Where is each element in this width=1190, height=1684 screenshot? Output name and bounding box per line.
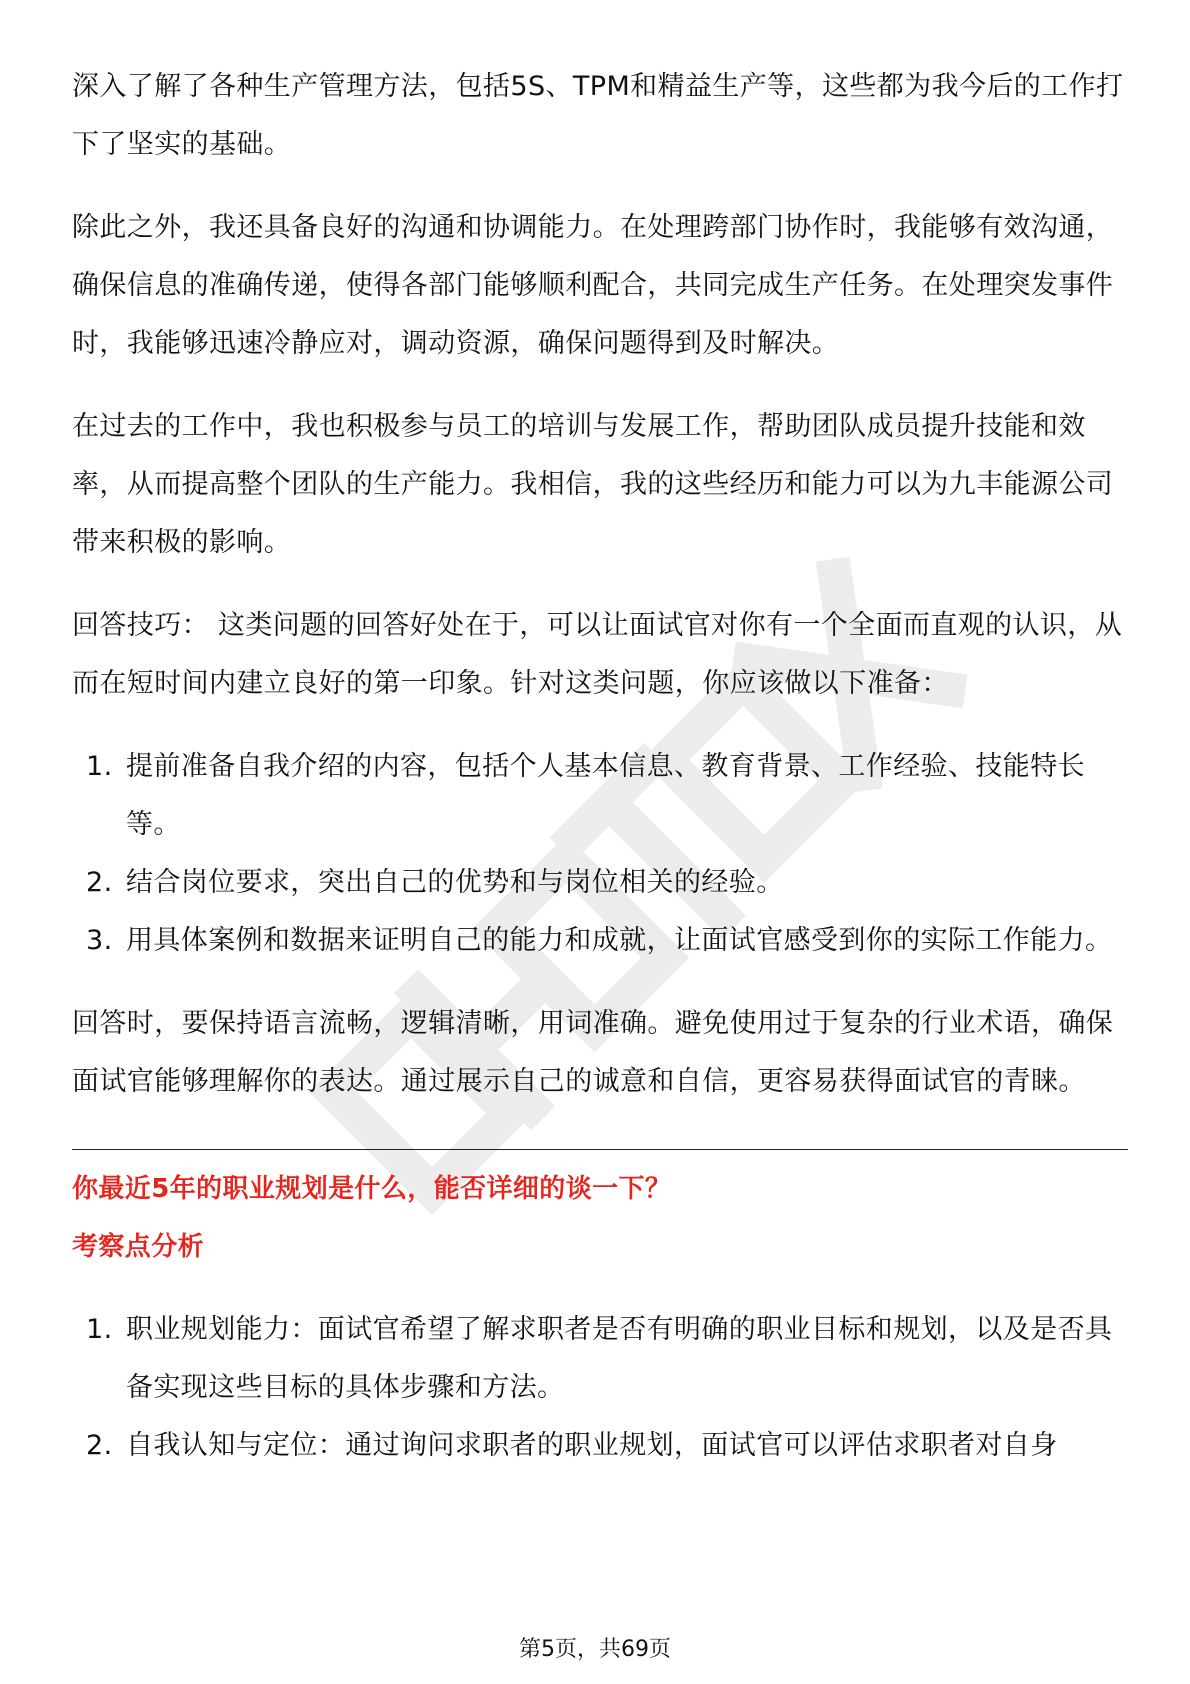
list-item [72,1301,1128,1417]
list-item-number: 1. [86,751,113,782]
analysis-heading: 考察点分析 [72,1232,205,1262]
paragraph-closing: 回答时，要保持语言流畅，逻辑清晰，用词准确。避免使用过于复杂的行业术语，确保面试官能够理解你的表达。通过展示自己的诚意和自信，更容易获得面试官的青睐。 [72,1008,1114,1097]
list-item [72,1417,1128,1475]
list-item [72,854,1128,912]
list-item [72,738,1128,854]
list-item-text: 结合岗位要求，突出自己的优势和与岗位相关的经验。 [126,867,784,898]
list-item-number: 2. [86,1430,113,1461]
list-item-text: 提前准备自我介绍的内容，包括个人基本信息、教育背景、工作经验、技能特长等。 [126,751,1085,840]
page-content [72,58,1128,1475]
list-item-text: 自我认知与定位：通过询问求职者的职业规划，面试官可以评估求职者对自身 [126,1430,1058,1461]
page-footer: 第5页，共69页 [519,1637,671,1662]
list-item-number: 1. [86,1314,113,1345]
paragraph-communication: 除此之外，我还具备良好的沟通和协调能力。在处理跨部门协作时，我能够有效沟通，确保信息的准确传递，使得各部门能够顺利配合，共同完成生产任务。在处理突发事件时，我能够迅速冷静应对，调动资源，确保问题得到及时解决。 [72,212,1114,359]
question-heading: 你最近5年的职业规划是什么，能否详细的谈一下？ [72,1174,672,1204]
paragraph-answer-tips: 回答技巧： 这类问题的回答好处在于，可以让面试官对你有一个全面而直观的认识，从而在短时间内建立良好的第一印象。针对这类问题，你应该做以下准备： [72,610,1123,699]
paragraph-training: 在过去的工作中，我也积极参与员工的培训与发展工作，帮助团队成员提升技能和效率，从而提高整个团队的生产能力。我相信，我的这些经历和能力可以为九丰能源公司带来积极的影响。 [72,411,1114,558]
list-item [72,912,1128,970]
paragraph-management-methods: 深入了解了各种生产管理方法，包括5S、TPM和精益生产等，这些都为我今后的工作打下了坚实的基础。 [72,71,1124,160]
list-item-text: 用具体案例和数据来证明自己的能力和成就，让面试官感受到你的实际工作能力。 [126,925,1113,956]
list-item-number: 3. [86,925,113,956]
analysis-list [72,1301,1128,1475]
tips-list [72,738,1128,970]
list-item-text: 职业规划能力：面试官希望了解求职者是否有明确的职业目标和规划，以及是否具备实现这些目标的具体步骤和方法。 [126,1314,1113,1403]
list-item-number: 2. [86,867,113,898]
